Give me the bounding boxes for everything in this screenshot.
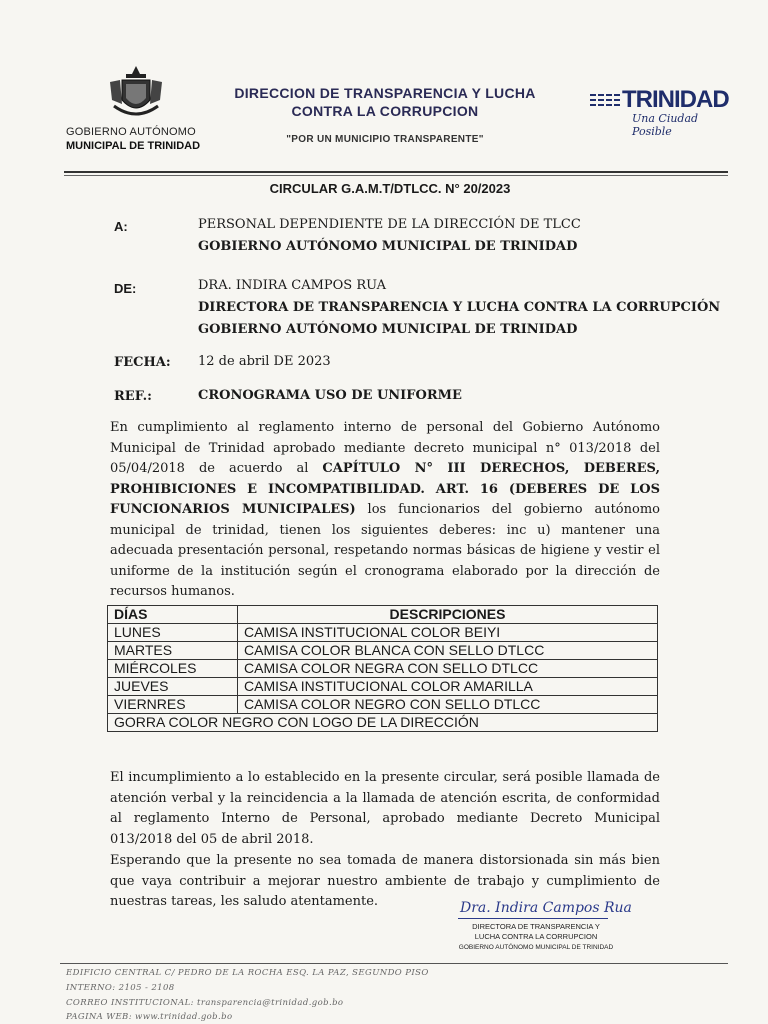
p1-text-bold: CAPÍTULO N° III DERECHOS, DEBERES, PROHIBICIONES E INCOMPATIBILIDAD. ART. 16 (DEBERES DE LOS FUNCIONARIOS MUNICIPALES) — [110, 461, 660, 517]
ref-value: CRONOGRAMA USO DE UNIFORME — [198, 388, 462, 403]
day-cell: VIERNRES — [108, 696, 238, 714]
uniform-schedule-table — [107, 605, 658, 732]
header-motto: "POR UN MUNICIPIO TRANSPARENTE" — [286, 134, 484, 145]
ref-label: REF.: — [114, 389, 152, 404]
to-value — [198, 214, 581, 258]
government-name-line1: GOBIERNO AUTÓNOMO — [66, 126, 196, 138]
header-title — [200, 84, 570, 120]
to-label: A: — [114, 219, 128, 234]
header-divider — [64, 171, 728, 173]
to-line1: PERSONAL DEPENDIENTE DE LA DIRECCIÓN DE TLCC — [198, 217, 581, 232]
header-title-line1: DIRECCION DE TRANSPARENCIA Y LUCHA — [234, 85, 536, 101]
date-label: FECHA: — [114, 355, 171, 370]
government-name-line2: MUNICIPAL DE TRINIDAD — [66, 140, 201, 152]
description-cell: CAMISA COLOR NEGRA CON SELLO DTLCC — [238, 660, 658, 678]
footer-divider — [60, 963, 728, 964]
body-paragraph-3: Esperando que la presente no sea tomada de manera distorsionada sin más bien que vaya contribuir a mejorar nuestro ambiente de trabajo y cumplimiento de nuestras tareas, les saludo atentamente. — [110, 853, 660, 909]
circular-number: CIRCULAR G.A.M.T/DTLCC. N° 20/2023 — [269, 181, 511, 196]
signature-title-line3: GOBIERNO AUTÓNOMO MUNICIPAL DE TRINIDAD — [458, 944, 614, 951]
trinidad-logo — [588, 84, 738, 138]
table-row — [108, 624, 658, 642]
from-line3: GOBIERNO AUTÓNOMO MUNICIPAL DE TRINIDAD — [198, 322, 578, 337]
signature-line — [458, 918, 608, 919]
from-line2: DIRECTORA DE TRANSPARENCIA Y LUCHA CONTRA LA CORRUPCIÓN — [198, 300, 721, 315]
header-divider-thin — [64, 175, 728, 176]
table-row — [108, 678, 658, 696]
municipal-crest-icon — [96, 60, 176, 124]
p1-text-a: En cumplimiento al reglamento interno de personal del Gobierno Autónomo Municipal de Trinidad aprobado mediante decreto municipal n° 013/2018 del 05/04/2018 de acuerdo al — [110, 420, 660, 476]
header-descriptions: DESCRIPCIONES — [238, 606, 658, 624]
p1-text-b: los funcionarios del gobierno autónomo municipal de trinidad, tienen los siguientes deberes: inc u) mantener una adecuada presentación personal, respetando normas básicas de higiene y vestir el uniforme de la institución según el cronograma elaborado por la dirección de recursos humanos. — [110, 502, 660, 599]
body-paragraph-2: El incumplimiento a lo establecido en la presente circular, será posible llamada de atención verbal y la reincidencia a la llamada de atención escrita, de conformidad al reglamento Interno de Personal, aprobado mediante Decreto Municipal 013/2018 del 05 de abril 2018. — [110, 770, 660, 847]
footer-address: EDIFICIO CENTRAL C/ PEDRO DE LA ROCHA ESQ. LA PAZ, SEGUNDO PISO — [66, 968, 429, 978]
signature-name: Dra. Indira Campos Rua — [460, 900, 632, 916]
description-cell: CAMISA COLOR NEGRO CON SELLO DTLCC — [238, 696, 658, 714]
to-line2: GOBIERNO AUTÓNOMO MUNICIPAL DE TRINIDAD — [198, 239, 578, 254]
day-cell: MIÉRCOLES — [108, 660, 238, 678]
footer-website: PAGINA WEB: www.trinidad.gob.bo — [66, 1012, 233, 1022]
header-title-line2: CONTRA LA CORRUPCION — [291, 103, 479, 119]
from-label: DE: — [114, 281, 137, 296]
table-row — [108, 642, 658, 660]
table-header-row — [108, 606, 658, 624]
description-cell: CAMISA INSTITUCIONAL COLOR AMARILLA — [238, 678, 658, 696]
footer-cell: GORRA COLOR NEGRO CON LOGO DE LA DIRECCIÓN — [108, 714, 658, 732]
footer-email: CORREO INSTITUCIONAL: transparencia@trinidad.gob.bo — [66, 998, 344, 1008]
signature-title-line1: DIRECTORA DE TRANSPARENCIA Y — [472, 922, 600, 931]
day-cell: MARTES — [108, 642, 238, 660]
description-cell: CAMISA INSTITUCIONAL COLOR BEIYI — [238, 624, 658, 642]
logo-text: TRINIDAD — [622, 86, 729, 113]
table-footer-row — [108, 714, 658, 732]
table-row — [108, 660, 658, 678]
header-days: DÍAS — [108, 606, 238, 624]
footer-phone: INTERNO: 2105 - 2108 — [66, 983, 175, 993]
logo-tagline: Una Ciudad Posible — [632, 112, 699, 138]
description-cell: CAMISA COLOR BLANCA CON SELLO DTLCC — [238, 642, 658, 660]
day-cell: JUEVES — [108, 678, 238, 696]
day-cell: LUNES — [108, 624, 238, 642]
date-value: 12 de abril DE 2023 — [198, 354, 331, 369]
signature-title-line2: LUCHA CONTRA LA CORRUPCION — [474, 932, 598, 941]
table-row — [108, 696, 658, 714]
from-value — [198, 275, 720, 341]
body-paragraph-1 — [110, 418, 660, 603]
from-line1: DRA. INDIRA CAMPOS RUA — [198, 278, 387, 293]
